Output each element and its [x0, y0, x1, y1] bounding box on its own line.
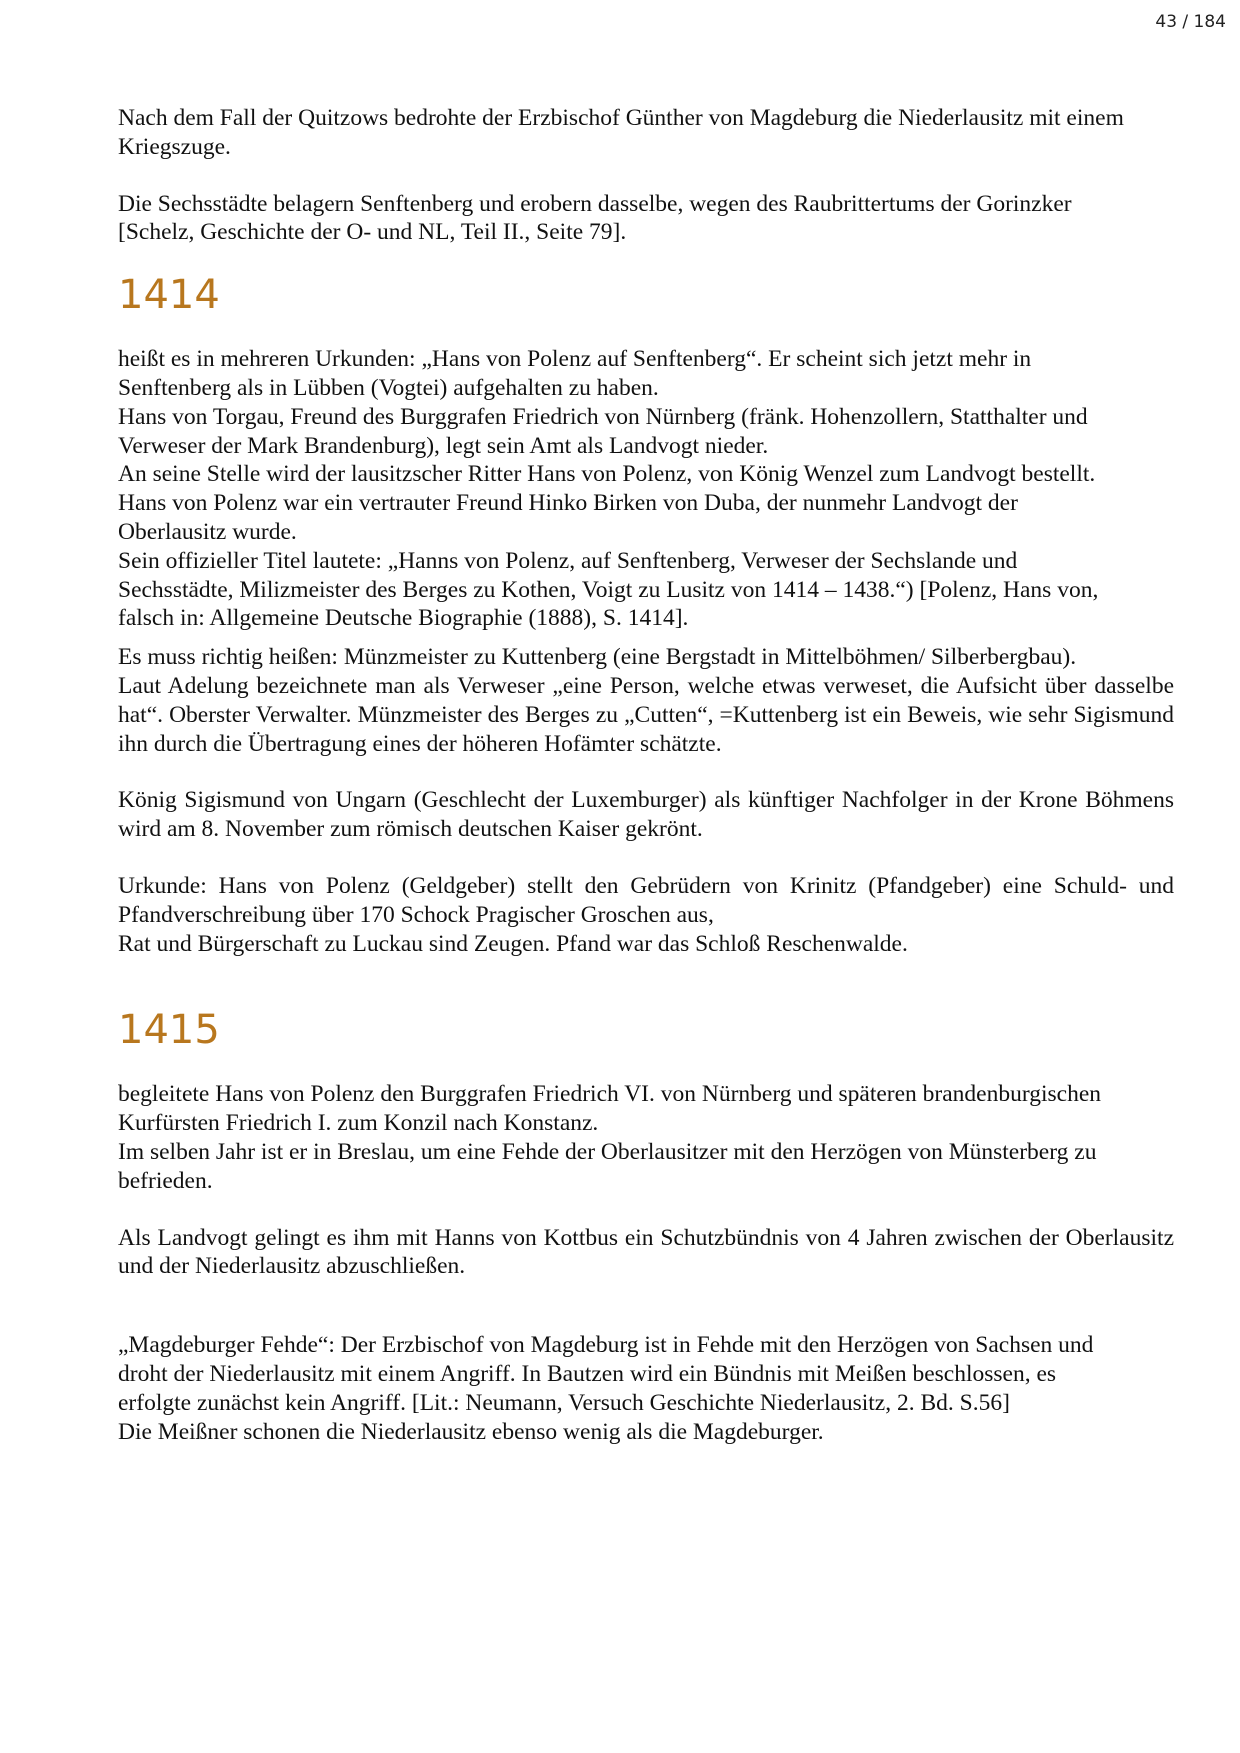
- section-1415-p3-line-2: Die Meißner schonen die Niederlausitz ebenso wenig als die Magdeburger.: [118, 1418, 824, 1445]
- section-1414-paragraph-4: [118, 872, 1174, 958]
- document-body: [118, 104, 1174, 1446]
- section-1414-paragraph-1: [118, 345, 1118, 633]
- section-1415-line-1: begleitete Hans von Polenz den Burggrafen Friedrich VI. von Nürnberg und späteren brandenburgischen Kurfürsten Friedrich I. zum Konzil nach Konstanz.: [118, 1081, 1102, 1137]
- section-1414-line-5: Sein offizieller Titel lautete: „Hanns von Polenz, auf Senftenberg, Verweser der Sechslande und Sechsstädte, Milizmeister des Berges zu Kothen, Voigt zu Lusitz von 1414 – 1438.“) [Polenz, Hans von, falsch in: Allgemeine Deutsche Biographie (1888), S. 1414].: [118, 547, 1099, 632]
- page-number: 43 / 184: [1155, 12, 1226, 32]
- section-1415-paragraph-2: Als Landvogt gelingt es ihm mit Hanns von Kottbus ein Schutzbündnis von 4 Jahren zwischen der Oberlausitz und der Niederlausitz abzuschließen.: [118, 1224, 1174, 1280]
- year-heading-1414: 1414: [118, 272, 220, 319]
- section-1414-line-4: Hans von Polenz war ein vertrauter Freund Hinko Birken von Duba, der nunmehr Landvogt der Oberlausitz wurde.: [118, 490, 1018, 545]
- year-heading-1415: 1415: [118, 1007, 220, 1054]
- section-1414-paragraph-3: König Sigismund von Ungarn (Geschlecht der Luxemburger) als künftiger Nachfolger in der Krone Böhmens wird am 8. November zum römisch deutschen Kaiser gekrönt.: [118, 787, 1174, 843]
- section-1414-p4-line-1: Urkunde: Hans von Polenz (Geldgeber) stellt den Gebrüdern von Krinitz (Pfandgeber) eine Schuld- und Pfandverschreibung über 170 Schock Pragischer Groschen aus,: [118, 872, 1174, 928]
- intro-paragraph-2: Die Sechsstädte belagern Senftenberg und erobern dasselbe, wegen des Raubrittertums der Gorinzker [Schelz, Geschichte der O- und NL, Teil II., Seite 79].: [118, 190, 1072, 246]
- intro-paragraph-1: Nach dem Fall der Quitzows bedrohte der Erzbischof Günther von Magdeburg die Niederlausitz mit einem Kriegszuge.: [118, 105, 1124, 160]
- section-1415-paragraph-3: [118, 1331, 1118, 1446]
- section-1415-paragraph-1: [118, 1080, 1118, 1195]
- section-1414-p2-line-2: Laut Adelung bezeichnete man als Verweser „eine Person, welche etwas verweset, die Aufsicht über dasselbe hat“. Oberster Verwalter. Münzmeister des Berges zu „Cutten“, =Kuttenberg ist ein Beweis, wie sehr Sigismund ihn durch die Übertragung eines der höheren Hofämter schätzte.: [118, 672, 1174, 757]
- section-1414-line-1: heißt es in mehreren Urkunden: „Hans von Polenz auf Senftenberg“. Er scheint sich jetzt mehr in Senftenberg als in Lübben (Vogtei) aufgehalten zu haben.: [118, 346, 1032, 401]
- section-1414-p2-line-1: Es muss richtig heißen: Münzmeister zu Kuttenberg (eine Bergstadt in Mittelböhmen/ Silberbergbau).: [118, 644, 1077, 671]
- section-1415-p3-line-1: „Magdeburger Fehde“: Der Erzbischof von Magdeburg ist in Fehde mit den Herzögen von Sachsen und droht der Niederlausitz mit einem Angriff. In Bautzen wird ein Bündnis mit Meißen beschlossen, es erfolgte zunächst kein Angriff. [Lit.: Neumann, Versuch Geschichte Niederlausitz, 2. Bd. S.56]: [118, 1332, 1094, 1416]
- section-1414-line-3: An seine Stelle wird der lausitzscher Ritter Hans von Polenz, von König Wenzel zum Landvogt bestellt.: [118, 461, 1096, 488]
- section-1414-line-2: Hans von Torgau, Freund des Burggrafen Friedrich von Nürnberg (fränk. Hohenzollern, Statthalter und Verweser der Mark Brandenburg), legt sein Amt als Landvogt nieder.: [118, 403, 1088, 459]
- section-1414-paragraph-2: [118, 643, 1174, 758]
- section-1414-p4-line-2: Rat und Bürgerschaft zu Luckau sind Zeugen. Pfand war das Schloß Reschenwalde.: [118, 930, 908, 957]
- section-1415-line-2: Im selben Jahr ist er in Breslau, um eine Fehde der Oberlausitzer mit den Herzögen von Münsterberg zu befrieden.: [118, 1138, 1097, 1194]
